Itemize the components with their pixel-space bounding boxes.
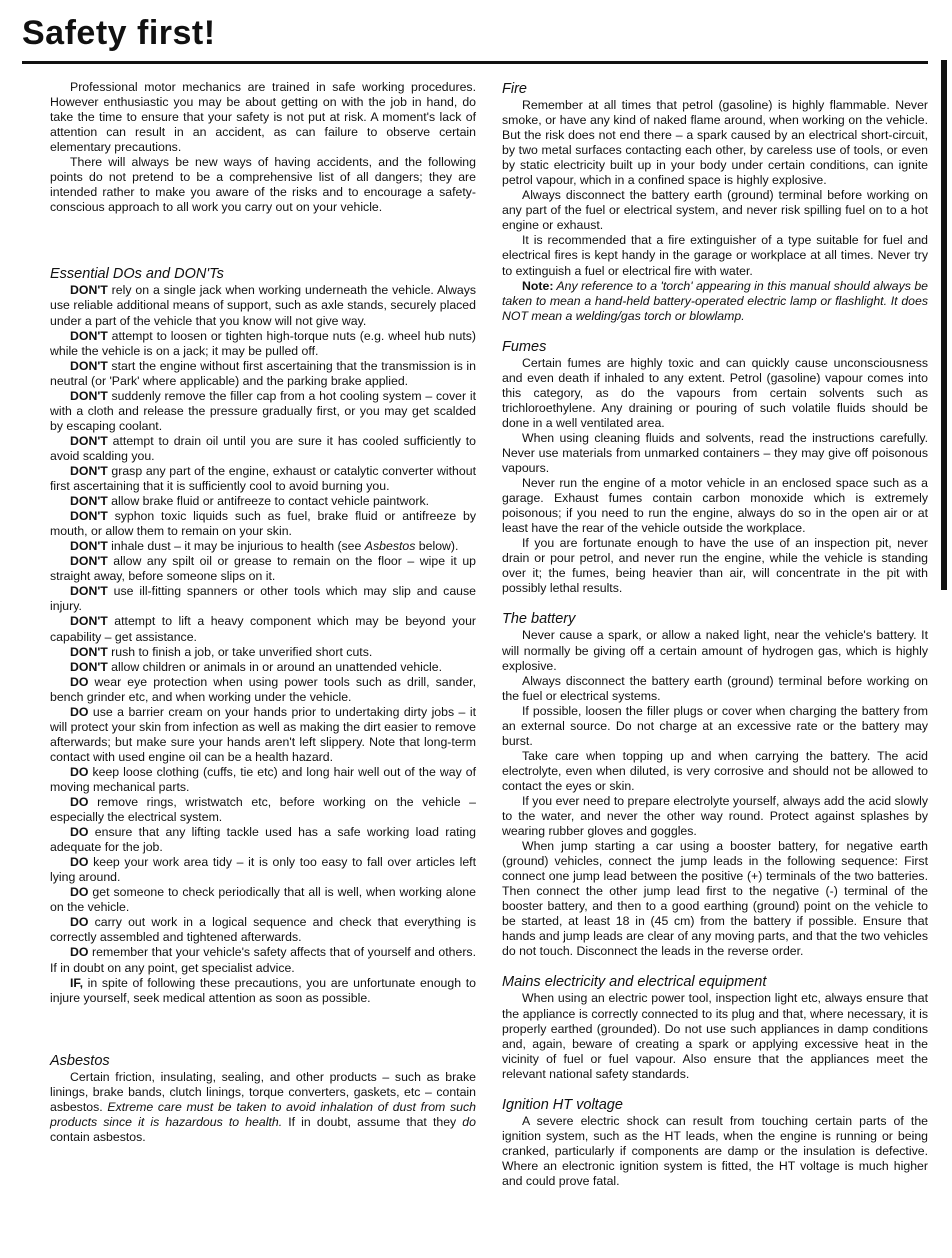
- dos-donts-item: [50, 795, 476, 825]
- fire-paragraph: Remember at all times that petrol (gasoline) is highly flammable. Never smoke, or have any kind of naked flame around, when working on the vehicle. But the risk does not end there – a spark caused by an electrical short-circuit, by two metal surfaces contacting each other, by careless use of tools, or even by static electricity built up in your body under certain conditions, can ignite petrol vapour, which in a confined space is highly explosive.: [502, 98, 928, 188]
- item-keyword: DON'T: [70, 509, 108, 524]
- fire-paragraph: It is recommended that a fire extinguisher of a type suitable for fuel and electrical fires is kept handy in the garage or workplace at all times. Never try to extinguish a fuel or electrical fire with water.: [502, 233, 928, 278]
- section-heading-asbestos: Asbestos: [50, 1052, 110, 1069]
- dos-donts-item: [50, 434, 476, 464]
- item-keyword: DON'T: [70, 283, 108, 298]
- item-keyword: DO: [70, 764, 89, 779]
- item-keyword: DON'T: [70, 433, 108, 448]
- item-keyword: DON'T: [70, 463, 108, 478]
- dos-donts-item: [50, 945, 476, 975]
- dos-donts-item: [50, 584, 476, 614]
- dos-donts-item: [50, 464, 476, 494]
- item-text: carry out work in a logical sequence and check that everything is correctly assembled and tightened afterwards.: [50, 915, 476, 945]
- item-text: get someone to check periodically that all is well, when working alone on the vehicle.: [50, 885, 476, 915]
- item-text: below).: [415, 539, 459, 554]
- section-heading-battery: The battery: [502, 611, 576, 628]
- section-heading-fire: Fire: [502, 81, 527, 97]
- item-keyword: DON'T: [70, 584, 108, 599]
- page-edge-bar: [941, 60, 947, 590]
- intro-paragraph: There will always be new ways of having accidents, and the following points do not pretend to be a comprehensive list of all dangers; they are intended rather to make you aware of the risks and to encourage a safety-conscious approach to all work you carry out on your vehicle.: [50, 155, 476, 215]
- item-keyword: DON'T: [70, 539, 108, 554]
- asbestos-text: Certain friction, insulating, sealing, and other products – such as brake linings, brake bands, clutch linings, torque converters, gaskets, etc – contain asbestos.: [50, 1069, 476, 1114]
- intro-paragraph: Professional motor mechanics are trained in safe working procedures. However enthusiastic you may be about getting on with the job in hand, do take the time to ensure that your safety is not put at risk. A moment's lack of attention can result in an accident, as can failure to observe certain elementary precautions.: [50, 80, 476, 155]
- item-keyword: DON'T: [70, 644, 108, 659]
- battery-paragraph: If you ever need to prepare electrolyte yourself, always add the acid slowly to the water, and never the other way round. Protect against splashes by wearing rubber gloves and goggles.: [502, 793, 928, 839]
- dos-donts-item: [50, 885, 476, 915]
- dos-donts-item: [50, 389, 476, 434]
- dos-donts-item: [50, 494, 476, 509]
- dos-donts-item: [50, 660, 476, 675]
- fumes-paragraph: If you are fortunate enough to have the use of an inspection pit, never drain or pour petrol, and never run the engine, while the vehicle is standing over it; the fumes, being heavier than air, will concentrate in the pit with possibly lethal results.: [502, 536, 928, 596]
- mains-paragraph: When using an electric power tool, inspection light etc, always ensure that the appliance is correctly connected to its plug and that, where necessary, it is properly earthed (grounded). Do not use such appliances in damp conditions and, again, beware of creating a spark or applying excessive heat in the vicinity of fuel or fuel vapour. Also ensure that the appliances meet the relevant national safety standards.: [502, 991, 928, 1081]
- dos-donts-item: [50, 329, 476, 359]
- fumes-paragraph: Never run the engine of a motor vehicle in an enclosed space such as a garage. Exhaust fumes contain carbon monoxide which is extremely poisonous; if you need to run the engine, always do so in the open air or at least have the rear of the vehicle outside the workplace.: [502, 476, 928, 536]
- item-keyword: DON'T: [70, 554, 108, 569]
- battery-paragraph: Always disconnect the battery earth (ground) terminal before working on the fuel or electrical systems.: [502, 673, 928, 703]
- ignition-paragraph: A severe electric shock can result from touching certain parts of the ignition system, such as the HT leads, when the engine is running or being cranked, particularly if components are damp or the insulation is defective. Where an electronic ignition system is fitted, the HT voltage is much higher and could prove fatal.: [502, 1113, 928, 1188]
- dos-donts-item: [50, 855, 476, 885]
- item-keyword: DO: [70, 915, 89, 930]
- dos-donts-item: [50, 539, 476, 554]
- item-keyword: DO: [70, 674, 89, 689]
- fire-paragraph: Always disconnect the battery earth (ground) terminal before working on any part of the fuel or electrical system, and never risk spilling fuel on to a hot engine or exhaust.: [502, 188, 928, 233]
- battery-paragraph: When jump starting a car using a booster battery, for negative earth (ground) vehicles, connect the jump leads in the following sequence: First connect one jump lead between the positive (+) terminals of the two batteries. Then connect the other jump lead first to the negative (-) terminal of the booster battery, and then to a good earthing (ground) point on the vehicle to be started, at least 18 in (45 cm) from the battery if possible. Ensure that hands and jump leads are clear of any moving parts, and that the two vehicles do not touch. Disconnect the leads in the reverse order.: [502, 839, 928, 959]
- item-keyword: DON'T: [70, 388, 108, 403]
- item-keyword: DO: [70, 885, 89, 900]
- dos-donts-item: [50, 825, 476, 855]
- item-text: wear eye protection when using power tools such as drill, sander, bench grinder etc, and when working under the vehicle.: [50, 674, 476, 704]
- dos-donts-list: [50, 283, 476, 1005]
- dos-donts-item: [50, 614, 476, 644]
- item-keyword: DON'T: [70, 358, 108, 373]
- item-text: use ill-fitting spanners or other tools which may slip and cause injury.: [50, 584, 476, 614]
- item-text: start the engine without first ascertaining that the transmission is in neutral (or 'Park' where applicable) and the parking brake applied.: [50, 358, 476, 388]
- item-text: rush to finish a job, or take unverified short cuts.: [107, 644, 373, 659]
- title-rule: [22, 61, 928, 64]
- item-text: attempt to drain oil until you are sure it has cooled sufficiently to avoid scalding you.: [50, 433, 476, 463]
- dos-donts-item: [50, 976, 476, 1006]
- item-text: use a barrier cream on your hands prior to undertaking dirty jobs – it will protect your skin from infection as well as making the dirt easier to remove afterwards; but make sure your hands aren't left slippery. Note that long-term contact with used engine oil can be a health hazard.: [50, 704, 476, 764]
- battery-paragraph: Take care when topping up and when carrying the battery. The acid electrolyte, even when diluted, is very corrosive and should not be allowed to contact the eyes or skin.: [502, 748, 928, 793]
- left-column: [50, 80, 476, 1145]
- item-text: keep loose clothing (cuffs, tie etc) and long hair well out of the way of moving mechanical parts.: [50, 764, 476, 794]
- dos-donts-item: [50, 509, 476, 539]
- fumes-paragraph: Certain fumes are highly toxic and can quickly cause unconsciousness and even death if inhaled to any extent. Petrol (gasoline) vapour comes into this category, as do the vapours from certain solvents such as trichloroethylene. Any draining or pouring of such volatile fluids should be done in a well ventilated area.: [502, 355, 928, 430]
- dos-donts-item: [50, 359, 476, 389]
- item-text: remember that your vehicle's safety affects that of yourself and others. If in doubt on any point, get specialist advice.: [50, 945, 476, 975]
- item-keyword: DON'T: [70, 494, 108, 509]
- item-keyword: DO: [70, 825, 89, 840]
- dos-donts-item: [50, 765, 476, 795]
- item-keyword: DO: [70, 795, 89, 810]
- item-text: attempt to lift a heavy component which may be beyond your capability – get assistance.: [50, 614, 476, 644]
- note-text: Any reference to a 'torch' appearing in this manual should always be taken to mean a hand-held battery-operated electric lamp or flashlight. It does NOT mean a welding/gas torch or blowlamp.: [502, 278, 928, 323]
- asbestos-emphasis: Extreme care must be taken to avoid inhalation of dust from such products since it is hazardous to health.: [50, 1099, 476, 1129]
- battery-paragraph: Never cause a spark, or allow a naked light, near the vehicle's battery. It will normally be giving off a certain amount of hydrogen gas, which is highly explosive.: [502, 628, 928, 673]
- item-text: grasp any part of the engine, exhaust or catalytic converter without first ascertaining that it is sufficiently cool to avoid burning you.: [50, 463, 476, 494]
- item-keyword: DO: [70, 855, 89, 870]
- section-heading-ignition: Ignition HT voltage: [502, 1096, 623, 1113]
- item-keyword: DO: [70, 704, 89, 719]
- item-text: rely on a single jack when working underneath the vehicle. Always use reliable additional means of support, such as axle stands, securely placed under a part of the vehicle that you know will not give way.: [50, 283, 476, 328]
- dos-donts-item: [50, 915, 476, 945]
- item-keyword: DON'T: [70, 659, 108, 674]
- right-column: [502, 80, 928, 1189]
- note-label: Note:: [522, 278, 554, 293]
- dos-donts-item: [50, 283, 476, 328]
- item-text: ensure that any lifting tackle used has a safe working load rating adequate for the job.: [50, 825, 476, 855]
- asbestos-text: contain asbestos.: [50, 1129, 146, 1144]
- item-keyword: DON'T: [70, 614, 108, 629]
- item-text: allow brake fluid or antifreeze to contact vehicle paintwork.: [107, 494, 430, 509]
- item-keyword: DO: [70, 945, 89, 960]
- section-heading-dos-donts: Essential DOs and DON'Ts: [50, 266, 224, 283]
- item-text: allow children or animals in or around an unattended vehicle.: [107, 659, 443, 674]
- asbestos-paragraph: [50, 1070, 476, 1145]
- dos-donts-item: [50, 675, 476, 705]
- item-text: suddenly remove the filler cap from a hot cooling system – cover it with a cloth and release the pressure gradually first, or you may get scalded by escaping coolant.: [50, 388, 476, 433]
- page-title: Safety first!: [22, 14, 216, 52]
- asbestos-emphasis: do: [462, 1114, 476, 1129]
- item-keyword: IF,: [70, 975, 83, 990]
- item-text: allow any spilt oil or grease to remain on the floor – wipe it up straight away, before someone slips on it.: [50, 554, 476, 584]
- dos-donts-item: [50, 705, 476, 765]
- item-text: syphon toxic liquids such as fuel, brake fluid or antifreeze by mouth, or allow them to remain on your skin.: [50, 509, 476, 539]
- dos-donts-item: [50, 645, 476, 660]
- battery-paragraph: If possible, loosen the filler plugs or cover when charging the battery from an external source. Do not charge at an excessive rate or the battery may burst.: [502, 703, 928, 748]
- item-text: keep your work area tidy – it is only too easy to fall over articles left lying around.: [50, 855, 476, 885]
- section-heading-fumes: Fumes: [502, 338, 547, 355]
- item-text: remove rings, wristwatch etc, before working on the vehicle – especially the electrical system.: [50, 795, 476, 825]
- fumes-paragraph: When using cleaning fluids and solvents, read the instructions carefully. Never use materials from unmarked containers – they may give off poisonous vapours.: [502, 430, 928, 476]
- asbestos-text: If in doubt, assume that they: [282, 1114, 463, 1129]
- section-heading-mains: Mains electricity and electrical equipment: [502, 974, 767, 991]
- item-text: inhale dust – it may be injurious to health (see: [107, 539, 365, 554]
- item-text: in spite of following these precautions, you are unfortunate enough to injure yourself, seek medical attention as soon as possible.: [50, 975, 476, 1005]
- item-text: attempt to loosen or tighten high-torque nuts (e.g. wheel hub nuts) while the vehicle is on a jack; it may be pulled off.: [50, 328, 476, 358]
- dos-donts-item: [50, 554, 476, 584]
- item-italic-text: Asbestos: [364, 539, 416, 554]
- item-keyword: DON'T: [70, 328, 108, 343]
- fire-note: [502, 279, 928, 324]
